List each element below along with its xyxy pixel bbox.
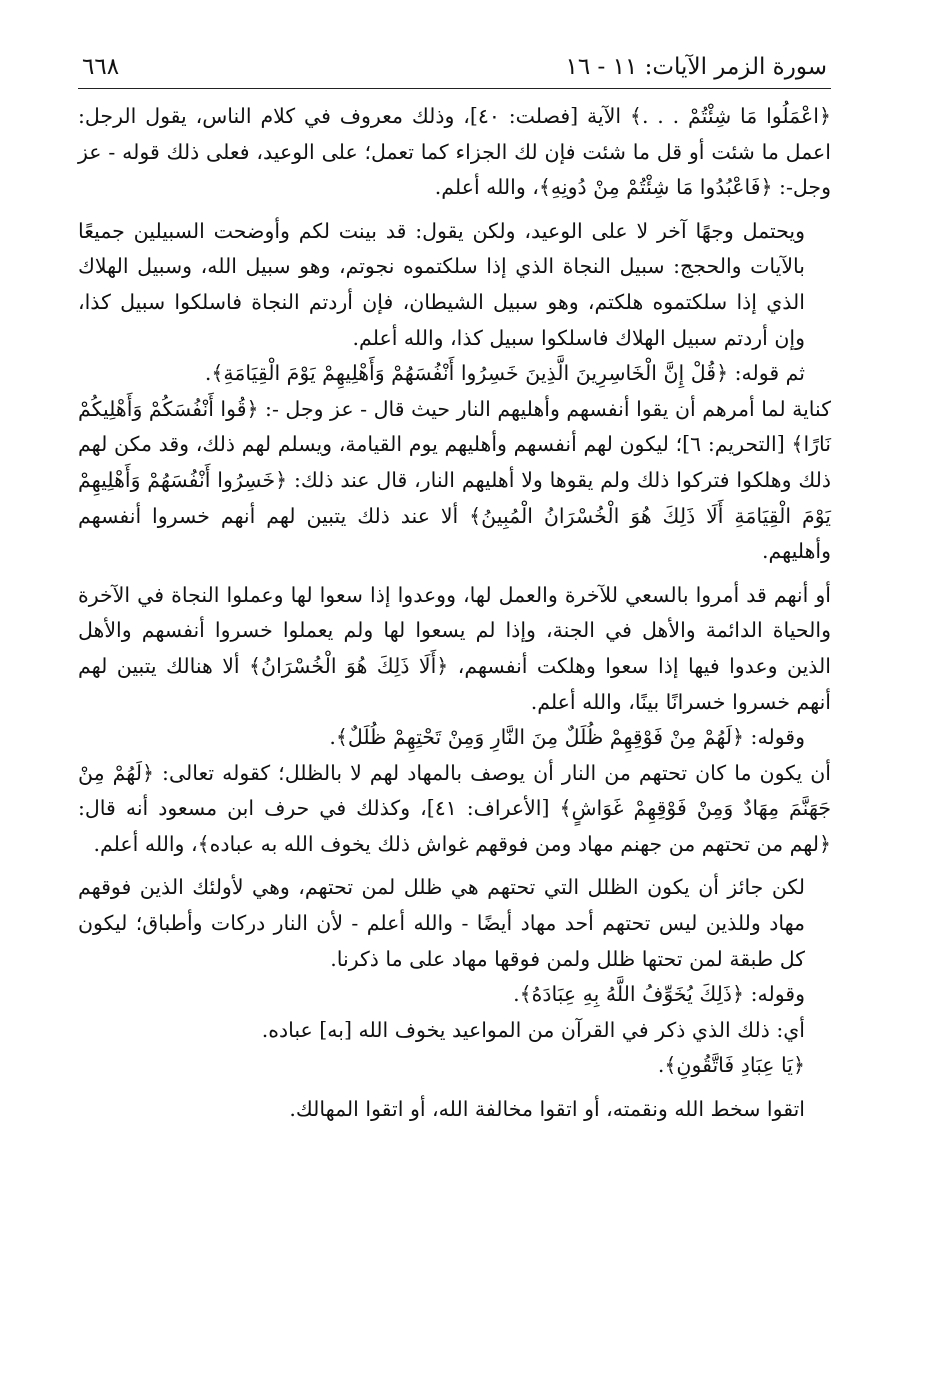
paragraph: ﴿اعْمَلُوا مَا شِئْتُمْ . . .﴾ الآية [فصلت: ٤٠]، وذلك معروف في كلام الناس، يقول الرجل: اعمل ما شئت أو قل ما شئت فإن لك الجزاء كما تعمل؛ على الوعيد، فعلى ذلك قوله - عز وجل-: ﴿فَاعْبُدُوا مَا شِئْتُمْ مِنْ دُونِهِ﴾، والله أعلم. (78, 104, 831, 200)
paragraph: ﴿يَا عِبَادِ فَاتَّقُونِ﴾. (657, 1053, 805, 1078)
paragraph: أن يكون ما كان تحتهم من النار أن يوصف بالمهاد لهم لا بالظلل؛ كقوله تعالى: ﴿لَهُمْ مِنْ جَهَنَّمَ مِهَادٌ وَمِنْ فَوْقِهِمْ غَوَاشٍ﴾ [الأعراف: ٤١]، وكذلك في حرف ابن مسعود أنه قال: ﴿لهم من تحتهم من جهنم مهاد ومن فوقهم غواش ذلك يخوف الله به عباده﴾، والله أعلم. (78, 760, 831, 856)
paragraph: وقوله: ﴿لَهُمْ مِنْ فَوْقِهِمْ ظُلَلٌ مِنَ النَّارِ وَمِنْ تَحْتِهِمْ ظُلَلٌ﴾. (329, 725, 805, 750)
paragraph: لكن جائز أن يكون الظلل التي تحتهم هي ظلل لمن تحتهم، وهي لأولئك الذين فوقهم مهاد وللذين ليس تحتهم أحد مهاد أيضًا - والله أعلم - لأن النار دركات وأطباق؛ ليكون كل طبقة لمن تحتها ظلل ولمن فوقها مهاد على ما ذكرنا. (78, 875, 805, 971)
paragraph: اتقوا سخط الله ونقمته، أو اتقوا مخالفة الله، أو اتقوا المهالك. (289, 1097, 805, 1122)
page-body (78, 89, 831, 1128)
paragraph: وقوله: ﴿ذَلِكَ يُخَوِّفُ اللَّهُ بِهِ عِبَادَهُ﴾. (513, 982, 805, 1007)
running-title: سورة الزمر الآيات: ١١ - ١٦ (565, 54, 827, 80)
paragraph: أي: ذلك الذي ذكر في القرآن من المواعيد يخوف الله [به] عباده. (261, 1017, 805, 1042)
page-header (78, 52, 831, 89)
paragraph: ثم قوله: ﴿قُلْ إِنَّ الْخَاسِرِينَ الَّذِينَ خَسِرُوا أَنْفُسَهُمْ وَأَهْلِيهِمْ يَوْمَ الْقِيَامَةِ﴾. (204, 361, 805, 386)
page-number: ٦٦٨ (82, 54, 120, 80)
paragraph: أو أنهم قد أمروا بالسعي للآخرة والعمل لها، ووعدوا إذا سعوا لها وعملوا النجاة في الآخرة والحياة الدائمة والأهل في الجنة، وإذا لم يسعوا لها ولم يعملوا خسروا أنفسهم والأهل الذين وعدوا فيها إذا سعوا وهلكت أنفسهم، ﴿أَلَا ذَلِكَ هُوَ الْخُسْرَانُ﴾ ألا هنالك يتبين لهم أنهم خسروا خسرانًا بينًا، والله أعلم. (78, 582, 831, 714)
paragraph: كناية لما أمرهم أن يقوا أنفسهم وأهليهم النار حيث قال - عز وجل -: ﴿قُوا أَنْفُسَكُمْ وَأَهْلِيكُمْ نَارًا﴾ [التحريم: ٦]؛ ليكون لهم أنفسهم وأهليهم يوم القيامة، ويسلم لهم ذلك، وقد مكن لهم ذلك وهلكوا فتركوا ذلك ولم يقوها ولا أهليهم النار، قال عند ذلك: ﴿خَسِرُوا أَنْفُسَهُمْ وَأَهْلِيهِمْ يَوْمَ الْقِيَامَةِ أَلَا ذَلِكَ هُوَ الْخُسْرَانُ الْمُبِينُ﴾ ألا عند ذلك يتبين لهم أنهم خسروا أنفسهم وأهليهم. (78, 396, 831, 564)
paragraph: ويحتمل وجهًا آخر لا على الوعيد، ولكن يقول: قد بينت لكم وأوضحت السبيلين جميعًا بالآيات والحجج: سبيل النجاة الذي إذا سلكتموه نجوتم، وهو سبيل الله، وسبيل الهلاك الذي إذا سلكتموه هلكتم، وهو سبيل الشيطان، فإن أردتم النجاة فاسلكوا سبيل كذا، وإن أردتم سبيل الهلاك فاسلكوا سبيل كذا، والله أعلم. (78, 218, 805, 350)
